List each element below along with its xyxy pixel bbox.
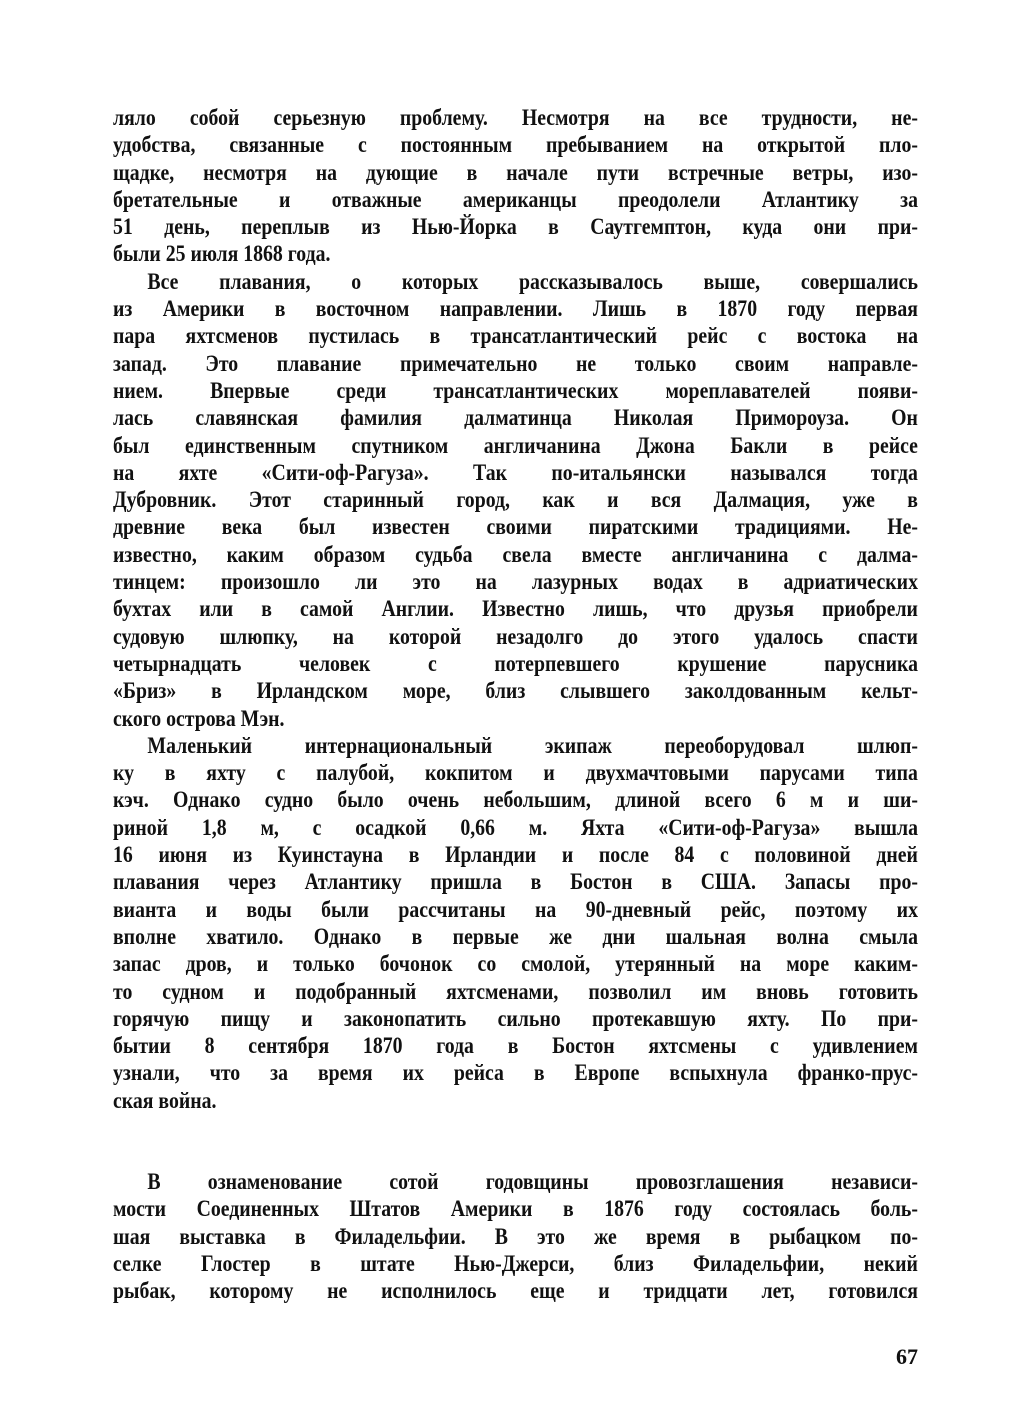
text-line: ляло собой серьезную проблему. Несмотря на все трудности, не-: [113, 105, 918, 130]
text-line: щадке, несмотря на дующие в начале пути встречные ветры, изо-: [113, 159, 918, 185]
text-line: то судном и подобранный яхтсменами, позволил им вновь готовить: [113, 978, 918, 1004]
text-line: «Бриз» в Ирландском море, близ слывшего заколдованным кельт-: [113, 678, 918, 704]
text-line: был единственным спутником англичанина Джона Бакли в рейсе: [113, 432, 918, 458]
paragraph-3: [113, 732, 918, 1114]
text-line: Все плавания, о которых рассказывалось выше, совершались: [147, 268, 918, 294]
text-line: древние века был известен своими пиратскими традициями. Не-: [113, 514, 918, 540]
text-line: бытии 8 сентября 1870 года в Бостон яхтсмены с удивлением: [113, 1033, 918, 1059]
text-line: нием. Впервые среди трансатлантических мореплавателей появи-: [113, 377, 918, 403]
text-line: Маленький интернациональный экипаж переоборудовал шлюп-: [147, 732, 918, 758]
text-line: четырнадцать человек с потерпевшего крушение парусника: [113, 650, 918, 676]
text-line: запад. Это плавание примечательно не только своим направле-: [113, 350, 918, 376]
text-line: Дубровник. Этот старинный город, как и вся Далмация, уже в: [113, 487, 918, 513]
text-line: были 25 июля 1868 года.: [113, 241, 331, 267]
text-line: вполне хватило. Однако в первые же дни шальная волна смыла: [113, 923, 918, 949]
text-line: лась славянская фамилия далматинца Николая Примороуза. Он: [113, 405, 918, 431]
text-line: плавания через Атлантику пришла в Бостон в США. Запасы про-: [113, 869, 918, 895]
paragraph-2: [113, 268, 918, 732]
text-line: удобства, связанные с постоянным пребыванием на открытой пло-: [113, 132, 918, 158]
text-line: кэч. Однако судно было очень небольшим, длиной всего 6 м и ши-: [113, 787, 918, 813]
text-line: ского острова Мэн.: [113, 705, 285, 731]
text-line: мости Соединенных Штатов Америки в 1876 году состоялась боль-: [113, 1196, 918, 1222]
text-line: узнали, что за время их рейса в Европе вспыхнула франко-прус-: [113, 1060, 918, 1086]
text-line: ская война.: [113, 1087, 217, 1113]
text-line: вианта и воды были рассчитаны на 90-дневный рейс, поэтому их: [113, 896, 918, 922]
text-line: 16 июня из Куинстауна в Ирландии и после 84 с половиной дней: [113, 842, 918, 868]
paragraph-1: [113, 104, 918, 268]
paragraph-4: [113, 1168, 918, 1304]
text-line: из Америки в восточном направлении. Лишь в 1870 году первая: [113, 296, 918, 322]
text-line: известно, каким образом судьба свела вместе англичанина с далма-: [113, 541, 918, 567]
text-line: горячую пищу и законопатить сильно протекавшую яхту. По при-: [113, 1005, 918, 1031]
text-line: селке Глостер в штате Нью-Джерси, близ Филадельфии, некий: [113, 1250, 918, 1276]
text-line: рыбак, которому не исполнилось еще и тридцати лет, готовился: [113, 1278, 918, 1304]
text-line: ку в яхту с палубой, кокпитом и двухмачтовыми парусами типа: [113, 760, 918, 786]
text-line: В ознаменование сотой годовщины провозглашения независи-: [147, 1168, 918, 1194]
text-line: на яхте «Сити-оф-Рагуза». Так по-итальянски назывался тогда: [113, 459, 918, 485]
text-line: 51 день, переплыв из Нью-Йорка в Саутгемптон, куда они при-: [113, 214, 918, 240]
text-line: риной 1,8 м, с осадкой 0,66 м. Яхта «Сити-оф-Рагуза» вышла: [113, 814, 918, 840]
page-body: [113, 104, 918, 1304]
text-line: пара яхтсменов пустилась в трансатлантический рейс с востока на: [113, 323, 918, 349]
page-number: 67: [896, 1344, 918, 1369]
text-line: бухтах или в самой Англии. Известно лишь, что друзья приобрели: [113, 596, 918, 622]
text-line: судовую шлюпку, на которой незадолго до этого удалось спасти: [113, 623, 918, 649]
text-line: тинцем: произошло ли это на лазурных водах в адриатических: [113, 569, 918, 595]
text-line: запас дров, и только бочонок со смолой, утерянный на море каким-: [113, 951, 918, 977]
text-line: шая выставка в Филадельфии. В это же время в рыбацком по-: [113, 1223, 918, 1249]
text-line: бретательные и отважные американцы преодолели Атлантику за: [113, 186, 918, 212]
section-gap: [113, 1114, 918, 1168]
